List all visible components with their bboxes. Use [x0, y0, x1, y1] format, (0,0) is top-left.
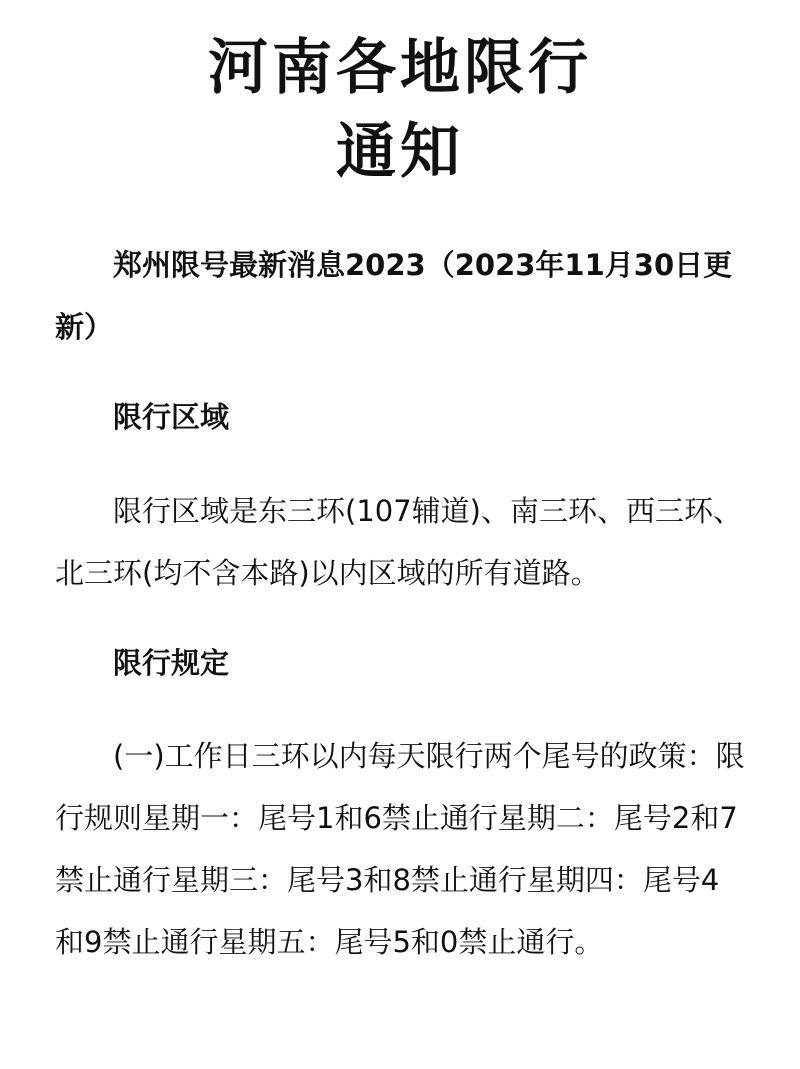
update-notice: 郑州限号最新消息2023（2023年11月30日更新） [55, 248, 733, 344]
document-title-line-1: 河南各地限行 [208, 33, 592, 103]
document-title-line-2: 通知 [336, 117, 464, 187]
section-heading-rules: 限行规定 [113, 646, 230, 680]
section-heading-area: 限行区域 [113, 400, 230, 434]
section-body-rules: (一)工作日三环以内每天限行两个尾号的政策：限行规则星期一：尾号1和6禁止通行星期二：尾号2和7禁止通行星期三：尾号3和8禁止通行星期四：尾号4和9禁止通行星期五：尾号5和0禁止通行。 [55, 739, 745, 959]
section-body-area: 限行区域是东三环(107辅道)、南三环、西三环、北三环(均不含本路)以内区域的所有道路。 [55, 494, 742, 590]
